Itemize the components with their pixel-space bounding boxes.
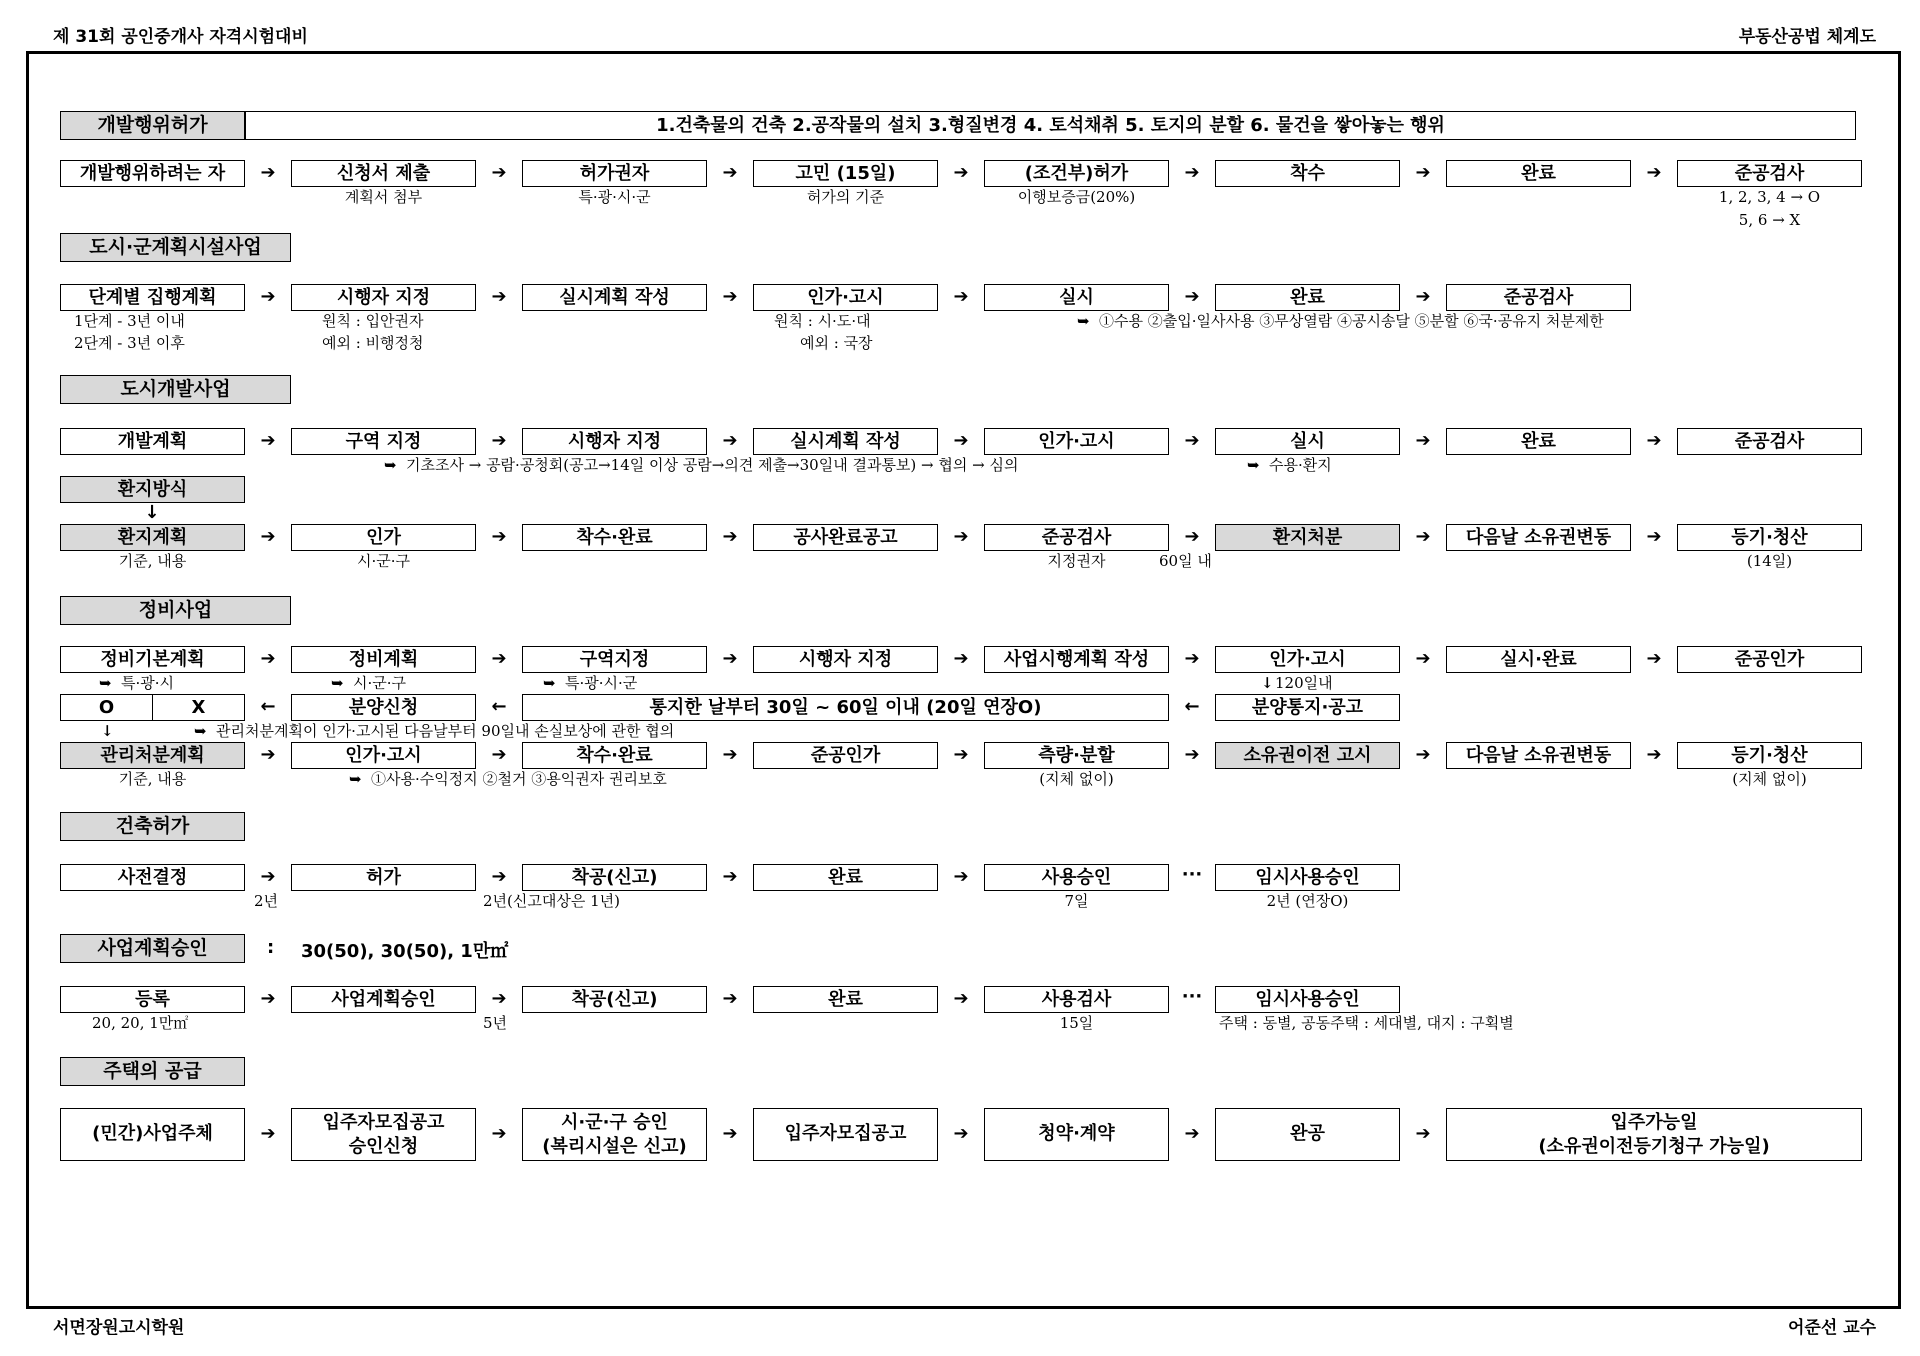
plan-note: 주택 : 동별, 공동주택 : 세대별, 대지 : 구획별 xyxy=(1219,1014,1514,1032)
section-title-project-approval: 사업계획승인 xyxy=(60,934,245,963)
urban-note: 원칙 : 입안권자 xyxy=(322,312,424,330)
plan-note: 15일 xyxy=(1059,1014,1094,1032)
renew-flow-4: 시행자 지정 xyxy=(753,646,938,673)
citydev-flow2-1: 환지계획 xyxy=(60,524,245,551)
arrow-right: ➔ xyxy=(491,648,507,669)
section-title-building-permit: 건축허가 xyxy=(60,812,245,841)
pointer-icon: ➥ xyxy=(1247,456,1260,474)
pointer-icon: ➥ xyxy=(99,674,112,692)
dev-note: 계획서 첨부 xyxy=(344,188,423,206)
citydev-note2: (14일) xyxy=(1746,552,1793,570)
supply-line: (소유권이전등기청구 가능일) xyxy=(1538,1136,1770,1157)
urban-note: ①수용 ②출입·일사사용 ③무상열람 ④공시송달 ⑤분할 ⑥국·공유지 처분제한 xyxy=(1099,312,1604,330)
supply-flow-1 xyxy=(60,1108,245,1161)
urban-flow-4: 인가·고시 xyxy=(753,284,938,311)
arrow-left: ← xyxy=(1184,696,1200,717)
supply-line: (복리시설은 신고) xyxy=(542,1136,687,1157)
urban-note: 원칙 : 시·도·대 xyxy=(774,312,871,330)
arrow-right: ➔ xyxy=(722,648,738,669)
footer-left: 서면장원고시학원 xyxy=(53,1318,185,1338)
renew-flow-2: 정비계획 xyxy=(291,646,476,673)
renew-flow-7: 실시·완료 xyxy=(1446,646,1631,673)
supply-line: 승인신청 xyxy=(348,1136,419,1157)
citydev-flow2-2: 인가 xyxy=(291,524,476,551)
arrow-right: ➔ xyxy=(1415,286,1431,307)
build-note: 2년(신고대상은 1년) xyxy=(483,892,620,910)
section-title-housing-supply: 주택의 공급 xyxy=(60,1057,245,1086)
supply-line: 입주자모집공고 xyxy=(784,1123,907,1144)
renew-flow-3: 구역지정 xyxy=(522,646,707,673)
renew-flow2-5: 측량·분할 xyxy=(984,742,1169,769)
renew-flow2-1: 관리처분계획 xyxy=(60,742,245,769)
arrow-right: ➔ xyxy=(722,866,738,887)
pointer-icon: ➥ xyxy=(194,722,207,740)
arrow-right: ➔ xyxy=(722,162,738,183)
section-title-city-dev: 도시개발사업 xyxy=(60,375,291,404)
urban-flow-7: 준공검사 xyxy=(1446,284,1631,311)
renew-note2: (지체 없이) xyxy=(1732,770,1807,788)
supply-line: 입주가능일 xyxy=(1610,1112,1698,1133)
dev-flow-3: 허가권자 xyxy=(522,160,707,187)
supply-flow-5 xyxy=(984,1108,1169,1161)
urban-note: 2단계 - 3년 이후 xyxy=(74,334,185,352)
supply-flow-6 xyxy=(1215,1108,1400,1161)
renew-mid-period: 통지한 날부터 30일 ~ 60일 이내 (20일 연장O) xyxy=(522,694,1169,721)
arrow-right: ➔ xyxy=(722,988,738,1009)
renew-flow-5: 사업시행계획 작성 xyxy=(984,646,1169,673)
arrow-right: ➔ xyxy=(260,162,276,183)
renew-flow2-2: 인가·고시 xyxy=(291,742,476,769)
urban-note: 예외 : 비행정청 xyxy=(322,334,424,352)
citydev-flow-1: 개발계획 xyxy=(60,428,245,455)
renew-note: 특·광·시·군 xyxy=(565,674,638,692)
pointer-icon: ➥ xyxy=(1077,312,1090,330)
plan-flow-5: 사용검사 xyxy=(984,986,1169,1013)
arrow-right: ➔ xyxy=(953,430,969,451)
supply-line: 입주자모집공고 xyxy=(322,1112,445,1133)
dev-note: 특·광·시·군 xyxy=(578,188,651,206)
arrow-right: ➔ xyxy=(722,286,738,307)
arrow-right: ➔ xyxy=(1184,744,1200,765)
urban-flow-5: 실시 xyxy=(984,284,1169,311)
dev-note: 5, 6 → X xyxy=(1738,211,1801,229)
supply-line: 청약·계약 xyxy=(1038,1123,1115,1144)
citydev-flow2-8: 등기·청산 xyxy=(1677,524,1862,551)
arrow-right: ➔ xyxy=(1415,1123,1431,1144)
build-flow-5: 사용승인 xyxy=(984,864,1169,891)
urban-note: 예외 : 국장 xyxy=(800,334,873,352)
arrow-right: ➔ xyxy=(953,526,969,547)
pointer-icon: ➥ xyxy=(384,456,397,474)
dev-flow-2: 신청서 제출 xyxy=(291,160,476,187)
arrow-right: ➔ xyxy=(491,162,507,183)
supply-line: (민간)사업주체 xyxy=(92,1123,213,1144)
arrow-right: ➔ xyxy=(722,430,738,451)
dev-note: 이행보증금(20%) xyxy=(1017,188,1136,206)
footer-right: 어준선 교수 xyxy=(1787,1318,1876,1338)
arrow-right: ➔ xyxy=(260,286,276,307)
citydev-flow2-7: 다음날 소유권변동 xyxy=(1446,524,1631,551)
arrow-right: ➔ xyxy=(1646,526,1662,547)
build-flow-1: 사전결정 xyxy=(60,864,245,891)
arrow-right: ➔ xyxy=(1184,162,1200,183)
renew-mid-apply: 분양신청 xyxy=(291,694,476,721)
arrow-right: ➔ xyxy=(491,430,507,451)
plan-colon: : xyxy=(267,937,275,958)
citydev-flow-2: 구역 지정 xyxy=(291,428,476,455)
plan-threshold: 30(50), 30(50), 1만㎡ xyxy=(301,941,509,962)
arrow-right: ➔ xyxy=(953,866,969,887)
citydev-flow-8: 준공검사 xyxy=(1677,428,1862,455)
urban-flow-1: 단계별 집행계획 xyxy=(60,284,245,311)
arrow-right: ➔ xyxy=(260,648,276,669)
arrow-down: ↓ xyxy=(1261,674,1274,692)
dev-flow-7: 완료 xyxy=(1446,160,1631,187)
arrow-right: ➔ xyxy=(491,988,507,1009)
arrow-right: ➔ xyxy=(1415,430,1431,451)
arrow-down: ↓ xyxy=(144,502,160,523)
renew-note: 시·군·구 xyxy=(353,674,407,692)
renew-note2: ①사용·수익정지 ②철거 ③용익권자 권리보호 xyxy=(371,770,667,788)
citydev-flow-7: 완료 xyxy=(1446,428,1631,455)
section-title-renewal: 정비사업 xyxy=(60,596,291,625)
pointer-icon: ➥ xyxy=(349,770,362,788)
build-note: 2년 (연장O) xyxy=(1266,892,1349,910)
arrow-right: ➔ xyxy=(1646,162,1662,183)
renew-note2: 기준, 내용 xyxy=(118,770,187,788)
citydev-note: 수용·환지 xyxy=(1269,456,1332,474)
pointer-icon: ➥ xyxy=(543,674,556,692)
arrow-right: ➔ xyxy=(1415,648,1431,669)
arrow-right: ➔ xyxy=(260,988,276,1009)
plan-flow-6: 임시사용승인 xyxy=(1215,986,1400,1013)
renew-flow2-3: 착수·완료 xyxy=(522,742,707,769)
urban-flow-3: 실시계획 작성 xyxy=(522,284,707,311)
dev-flow-4: 고민 (15일) xyxy=(753,160,938,187)
section-title-dev-permit: 개발행위허가 xyxy=(60,111,245,140)
citydev-flow-3: 시행자 지정 xyxy=(522,428,707,455)
citydev-flow-5: 인가·고시 xyxy=(984,428,1169,455)
dev-flow-8: 준공검사 xyxy=(1677,160,1862,187)
arrow-right: ➔ xyxy=(260,744,276,765)
citydev-flow2-3: 착수·완료 xyxy=(522,524,707,551)
arrow-right: ➔ xyxy=(1415,162,1431,183)
supply-flow-3 xyxy=(522,1108,707,1161)
supply-flow-4 xyxy=(753,1108,938,1161)
arrow-right: ➔ xyxy=(1184,648,1200,669)
arrow-right: ➔ xyxy=(260,866,276,887)
build-flow-4: 완료 xyxy=(753,864,938,891)
plan-flow-4: 완료 xyxy=(753,986,938,1013)
diagram-frame xyxy=(26,51,1901,1309)
arrow-right: ➔ xyxy=(491,744,507,765)
arrow-right: ➔ xyxy=(260,526,276,547)
replot-method-label: 환지방식 xyxy=(60,476,245,503)
arrow-right: ➔ xyxy=(491,1123,507,1144)
renew-flow-6: 인가·고시 xyxy=(1215,646,1400,673)
build-flow-2: 허가 xyxy=(291,864,476,891)
renew-mid-note: 관리처분계획이 인가·고시된 다음날부터 90일내 손실보상에 관한 협의 xyxy=(216,722,675,740)
renew-flow2-8: 등기·청산 xyxy=(1677,742,1862,769)
pointer-icon: ➥ xyxy=(331,674,344,692)
plan-note: 20, 20, 1만㎡ xyxy=(92,1014,189,1032)
plan-flow-2: 사업계획승인 xyxy=(291,986,476,1013)
citydev-note2: 기준, 내용 xyxy=(118,552,187,570)
plan-note: 5년 xyxy=(483,1014,508,1032)
urban-flow-2: 시행자 지정 xyxy=(291,284,476,311)
renew-note: 120일내 xyxy=(1275,674,1333,692)
section-title-urban-facility: 도시·군계획시설사업 xyxy=(60,233,291,262)
arrow-right: ➔ xyxy=(1415,744,1431,765)
citydev-note2: 지정권자 xyxy=(1047,552,1106,570)
citydev-flow-4: 실시계획 작성 xyxy=(753,428,938,455)
arrow-right: ➔ xyxy=(1184,1123,1200,1144)
ellipsis-icon: ··· xyxy=(1181,986,1203,1007)
dev-note: 1, 2, 3, 4 → O xyxy=(1718,188,1821,206)
renew-mid-notice: 분양통지·공고 xyxy=(1215,694,1400,721)
dev-flow-5: (조건부)허가 xyxy=(984,160,1169,187)
citydev-note: 기초조사 → 공람·공청회(공고→14일 이상 공람→의견 제출→30일내 결과통보) → 협의 → 심의 xyxy=(406,456,1019,474)
citydev-flow2-5: 준공검사 xyxy=(984,524,1169,551)
arrow-right: ➔ xyxy=(1646,430,1662,451)
arrow-right: ➔ xyxy=(1184,286,1200,307)
citydev-note2: 시·군·구 xyxy=(356,552,410,570)
plan-flow-3: 착공(신고) xyxy=(522,986,707,1013)
ellipsis-icon: ··· xyxy=(1181,864,1203,885)
dev-permit-items: 1.건축물의 건축 2.공작물의 설치 3.형질변경 4. 토석채취 5. 토지의 분할 6. 물건을 쌓아놓는 행위 xyxy=(245,111,1856,140)
arrow-right: ➔ xyxy=(1646,648,1662,669)
arrow-right: ➔ xyxy=(491,286,507,307)
renew-flow2-6: 소유권이전 고시 xyxy=(1215,742,1400,769)
arrow-right: ➔ xyxy=(953,286,969,307)
arrow-right: ➔ xyxy=(722,1123,738,1144)
renew-flow-1: 정비기본계획 xyxy=(60,646,245,673)
urban-flow-6: 완료 xyxy=(1215,284,1400,311)
arrow-right: ➔ xyxy=(953,744,969,765)
arrow-right: ➔ xyxy=(1646,744,1662,765)
build-note: 7일 xyxy=(1064,892,1089,910)
supply-line: 완공 xyxy=(1290,1123,1325,1144)
arrow-right: ➔ xyxy=(491,526,507,547)
citydev-flow-6: 실시 xyxy=(1215,428,1400,455)
renew-flow2-7: 다음날 소유권변동 xyxy=(1446,742,1631,769)
arrow-right: ➔ xyxy=(260,1123,276,1144)
supply-line: 시·군·구 승인 xyxy=(561,1112,668,1133)
arrow-right: ➔ xyxy=(1184,430,1200,451)
arrow-right: ➔ xyxy=(260,430,276,451)
arrow-right: ➔ xyxy=(1184,526,1200,547)
dev-note: 허가의 기준 xyxy=(806,188,885,206)
renew-flow-8: 준공인가 xyxy=(1677,646,1862,673)
arrow-right: ➔ xyxy=(953,648,969,669)
arrow-right: ➔ xyxy=(722,526,738,547)
arrow-down: ↓ xyxy=(101,722,114,740)
dev-flow-6: 착수 xyxy=(1215,160,1400,187)
header-left: 제 31회 공인중개사 자격시험대비 xyxy=(53,27,308,47)
arrow-left: ← xyxy=(260,696,276,717)
renew-note2: (지체 없이) xyxy=(1039,770,1114,788)
renew-mid-o: O xyxy=(60,694,153,721)
renew-flow2-4: 준공인가 xyxy=(753,742,938,769)
build-flow-3: 착공(신고) xyxy=(522,864,707,891)
urban-note: 1단계 - 3년 이내 xyxy=(74,312,185,330)
citydev-flow2-6: 환지처분 xyxy=(1215,524,1400,551)
dev-flow-1: 개발행위하려는 자 xyxy=(60,160,245,187)
citydev-flow2-4: 공사완료공고 xyxy=(753,524,938,551)
arrow-right: ➔ xyxy=(953,162,969,183)
citydev-note2: 60일 내 xyxy=(1159,552,1212,570)
arrow-right: ➔ xyxy=(722,744,738,765)
arrow-right: ➔ xyxy=(953,988,969,1009)
arrow-right: ➔ xyxy=(953,1123,969,1144)
renew-note: 특·광·시 xyxy=(121,674,175,692)
supply-flow-7 xyxy=(1446,1108,1862,1161)
arrow-right: ➔ xyxy=(1415,526,1431,547)
arrow-left: ← xyxy=(491,696,507,717)
arrow-right: ➔ xyxy=(491,866,507,887)
build-flow-6: 임시사용승인 xyxy=(1215,864,1400,891)
supply-flow-2 xyxy=(291,1108,476,1161)
renew-mid-x: X xyxy=(152,694,245,721)
header-right: 부동산공법 체계도 xyxy=(1738,27,1876,47)
build-note: 2년 xyxy=(254,892,279,910)
plan-flow-1: 등록 xyxy=(60,986,245,1013)
